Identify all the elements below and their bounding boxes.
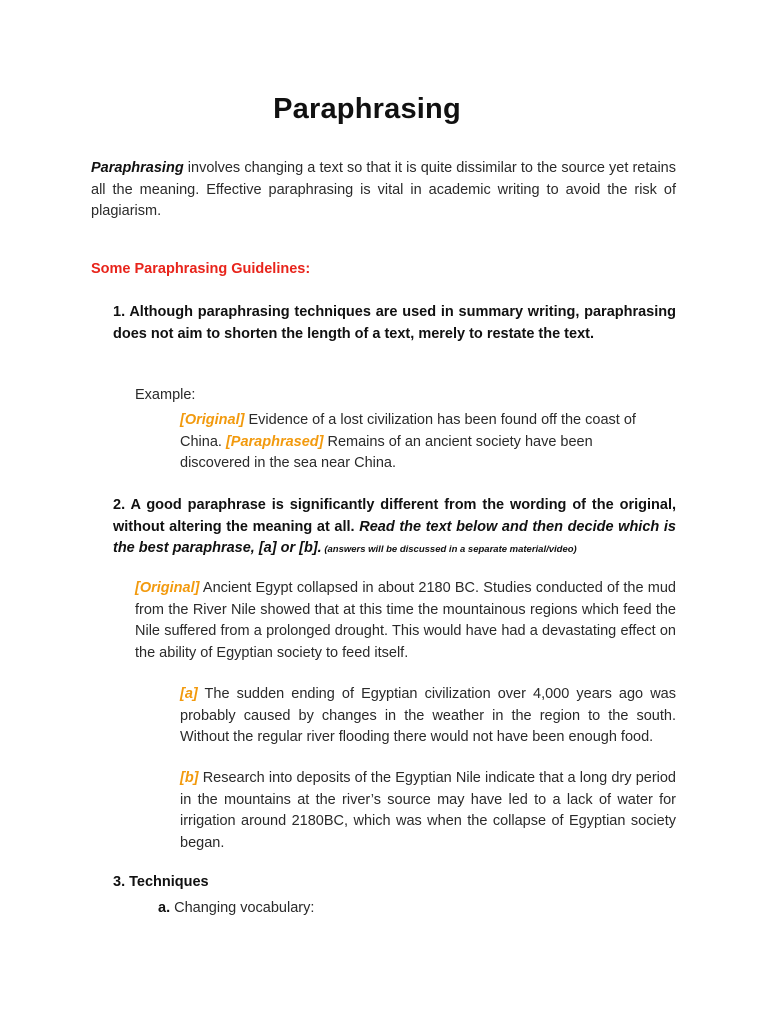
option-b-tag: [b] [180, 770, 199, 786]
original-tag: [Original] [180, 412, 245, 428]
technique-a-text: Changing vocabulary: [170, 900, 315, 916]
techniques-heading: 3. Techniques [113, 874, 209, 890]
original-passage [135, 578, 676, 664]
intro-text: involves changing a text so that it is quite dissimilar to the source yet retains all the meaning. Effective paraphrasing is vital in academic writing to avoid the risk of plagiarism. [91, 160, 676, 219]
option-a-paragraph [180, 684, 676, 749]
intro-paragraph [91, 158, 676, 223]
example-body [180, 410, 650, 475]
point2-note: (answers will be discussed in a separate material/video) [321, 544, 577, 555]
example-paraphrased-text: Remains of an ancient society have been discovered in the sea near China. [180, 433, 593, 471]
technique-a-letter: a. [158, 900, 171, 916]
option-a-text: The sudden ending of Egyptian civilization over 4,000 years ago was probably caused by changes in the weather in the region to the south. Without the regular river flooding there would not have been enough food. [180, 686, 676, 745]
point2-instruction: Read the text below and then decide which is the best paraphrase, [a] or [b]. [113, 518, 676, 556]
guideline-point-1: 1. Although paraphrasing techniques are used in summary writing, paraphrasing does not aim to shorten the length of a text, merely to restate the text. [113, 304, 676, 342]
passage-original-tag: [Original] [135, 580, 200, 596]
point2-text: 2. A good paraphrase is significantly different from the wording of the original, without altering the meaning at all. [113, 497, 676, 535]
guideline-point-2 [113, 495, 676, 561]
option-b-paragraph [180, 768, 676, 854]
intro-lead-term: Paraphrasing [91, 160, 184, 176]
option-a-tag: [a] [180, 686, 198, 702]
guidelines-heading: Some Paraphrasing Guidelines: [91, 261, 311, 277]
option-b-text: Research into deposits of the Egyptian Nile indicate that a long dry period in the mountains at the river’s source may have led to a lack of water for irrigation around 2180BC, which was when the collapse of Egyptian society began. [180, 770, 676, 851]
example-label: Example: [135, 387, 196, 403]
paraphrased-tag: [Paraphrased] [225, 433, 324, 450]
passage-text: Ancient Egypt collapsed in about 2180 BC. Studies conducted of the mud from the River Nile showed that at this time the mountainous regions which feed the Nile suffered from a prolonged drought. This would have had a devastating effect on the ability of Egyptian society to feed itself. [135, 580, 676, 661]
technique-a [158, 900, 314, 916]
example-original-text: Evidence of a lost civilization has been found off the coast of China. [180, 412, 636, 450]
page-title: Paraphrasing [273, 93, 461, 125]
